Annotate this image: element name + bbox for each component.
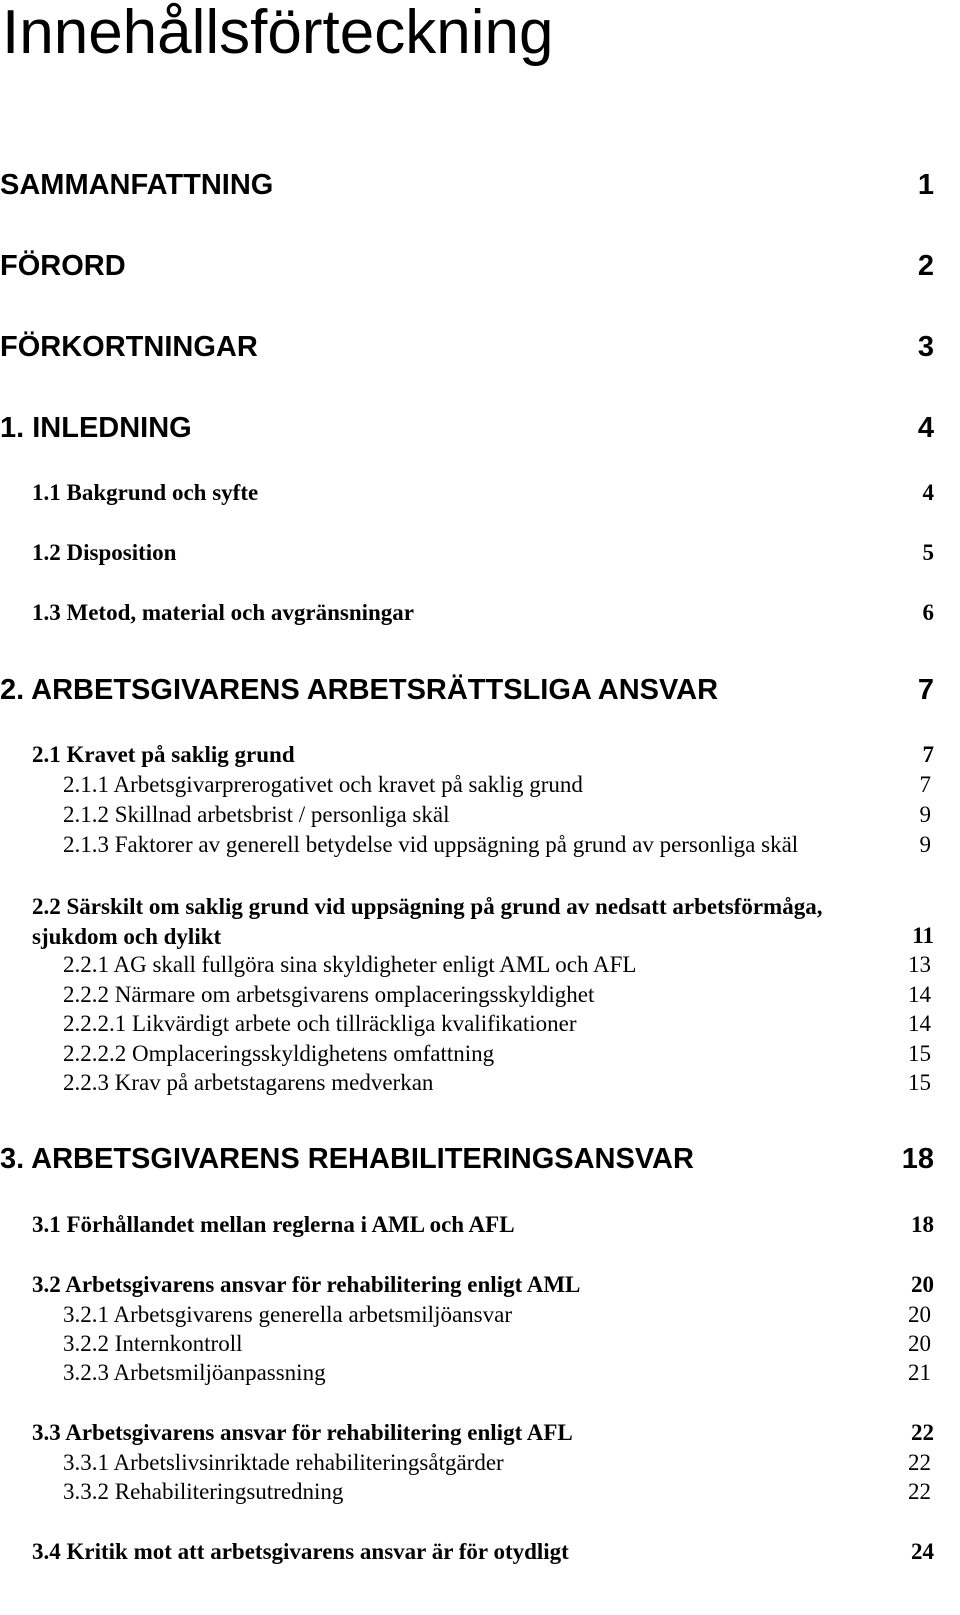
toc-entry-page: 7: [917, 674, 934, 706]
toc-entry-label-continued: sjukdom och dylikt: [32, 924, 222, 949]
toc-entry-label: 1. INLEDNING: [0, 412, 192, 444]
toc-entry: [0, 1330, 960, 1358]
toc-entry-label: 3.2.2 Internkontroll: [63, 1331, 243, 1356]
toc-entry-page: 7: [919, 772, 931, 797]
toc-entry-page: 3: [917, 331, 934, 363]
toc-entry-label: FÖRKORTNINGAR: [0, 331, 258, 363]
toc-entry-page: 1: [917, 169, 934, 201]
toc-entry-page: 22: [908, 1479, 931, 1504]
toc-entry-label: 2.2.2.2 Omplaceringsskyldighetens omfattning: [63, 1041, 495, 1066]
toc-entry: [0, 673, 960, 707]
toc-entry-label: SAMMANFATTNING: [0, 169, 274, 201]
toc-entry-label: 3.4 Kritik mot att arbetsgivarens ansvar är för otydligt: [32, 1539, 569, 1564]
toc-entry-page: 15: [908, 1070, 931, 1095]
toc-entry-page: 22: [908, 1450, 931, 1475]
toc-entry: [0, 411, 960, 445]
toc-entry-label: 3.3.1 Arbetslivsinriktade rehabiliteringsåtgärder: [63, 1450, 504, 1475]
toc-entry-page: 9: [919, 802, 931, 827]
toc-entry-label: FÖRORD: [0, 250, 126, 282]
toc-entry-page: 18: [911, 1212, 934, 1237]
toc-entry: [0, 1069, 960, 1097]
toc-entry-label: 2.2.2 Närmare om arbetsgivarens omplaceringsskyldighet: [63, 982, 595, 1007]
toc-entry-label: 2. ARBETSGIVARENS ARBETSRÄTTSLIGA ANSVAR: [0, 674, 719, 706]
toc-entry-label: 2.1 Kravet på saklig grund: [32, 742, 295, 767]
toc-entry-page: 4: [922, 480, 934, 505]
toc-entry-page: 14: [908, 1011, 931, 1036]
toc-entry-label: 2.1.1 Arbetsgivarprerogativet och kravet på saklig grund: [63, 772, 583, 797]
toc-entry-page: 14: [908, 982, 931, 1007]
toc-entry: [0, 741, 960, 769]
toc-entry-page: 11: [912, 923, 934, 948]
toc-entry-label: 2.2.2.1 Likvärdigt arbete och tillräckliga kvalifikationer: [63, 1011, 577, 1036]
toc-entry-page: 24: [911, 1539, 934, 1564]
toc-entry-page: 9: [919, 832, 931, 857]
toc-entry-page: 21: [908, 1360, 931, 1385]
toc-entry-label: 2.1.3 Faktorer av generell betydelse vid uppsägning på grund av personliga skäl: [63, 832, 799, 857]
toc-entry: [0, 1301, 960, 1329]
toc-entry: [0, 1359, 960, 1387]
toc-entry: [0, 771, 960, 799]
toc-entry: [0, 981, 960, 1009]
toc-entry: [0, 249, 960, 283]
toc-entry-label: 3. ARBETSGIVARENS REHABILITERINGSANSVAR: [0, 1143, 694, 1175]
toc-entry-page: 5: [922, 540, 934, 565]
toc-entry-page: 7: [922, 742, 934, 767]
toc-entry-page: 6: [922, 600, 934, 625]
toc-entry: [0, 1142, 960, 1176]
toc-entry: [0, 1478, 960, 1506]
toc-entry: [0, 801, 960, 829]
toc-entry: [0, 1040, 960, 1068]
toc-entry-page: 20: [911, 1272, 934, 1297]
toc-entry-page: 15: [908, 1041, 931, 1066]
toc-entry-label: 3.3 Arbetsgivarens ansvar för rehabilitering enligt AFL: [32, 1420, 573, 1445]
toc-entry: [0, 892, 960, 952]
toc-entry: [0, 1419, 960, 1447]
toc-entry-label: 1.1 Bakgrund och syfte: [32, 480, 259, 505]
toc-entry: [0, 1449, 960, 1477]
toc-entry-label: 2.2.1 AG skall fullgöra sina skyldigheter enligt AML och AFL: [63, 952, 637, 977]
toc-entry: [0, 831, 960, 859]
toc-entry: [0, 539, 960, 567]
toc-entry-label: 3.2 Arbetsgivarens ansvar för rehabilitering enligt AML: [32, 1272, 581, 1297]
toc-entry-page: 20: [908, 1331, 931, 1356]
toc-entry-label: 1.3 Metod, material och avgränsningar: [32, 600, 415, 625]
toc-entry-label: 2.1.2 Skillnad arbetsbrist / personliga skäl: [63, 802, 450, 827]
document-title: Innehållsförteckning: [2, 0, 554, 67]
toc-entry-label: 3.2.1 Arbetsgivarens generella arbetsmiljöansvar: [63, 1302, 512, 1327]
toc-entry: [0, 1271, 960, 1299]
toc-entry-label: 2.2 Särskilt om saklig grund vid uppsägning på grund av nedsatt arbetsförmåga,: [32, 894, 823, 919]
toc-entry: [0, 951, 960, 979]
toc-entry: [0, 599, 960, 627]
toc-entry-label: 3.3.2 Rehabiliteringsutredning: [63, 1479, 344, 1504]
toc-entry-page: 13: [908, 952, 931, 977]
toc-entry: [0, 1010, 960, 1038]
toc-entry: [0, 1538, 960, 1566]
toc-entry-label: 3.1 Förhållandet mellan reglerna i AML och AFL: [32, 1212, 515, 1237]
toc-entry: [0, 330, 960, 364]
toc-entry-page: 22: [911, 1420, 934, 1445]
toc-entry-page: 18: [901, 1143, 934, 1175]
toc-entry: [0, 1211, 960, 1239]
toc-entry: [0, 479, 960, 507]
toc-entry-page: 20: [908, 1302, 931, 1327]
toc-entry-page: 4: [917, 412, 934, 444]
toc-entry-label: 1.2 Disposition: [32, 540, 177, 565]
toc-entry-label: 3.2.3 Arbetsmiljöanpassning: [63, 1360, 326, 1385]
toc-entry-page: 2: [917, 250, 934, 282]
toc-entry: [0, 168, 960, 202]
toc-entry-label: 2.2.3 Krav på arbetstagarens medverkan: [63, 1070, 434, 1095]
